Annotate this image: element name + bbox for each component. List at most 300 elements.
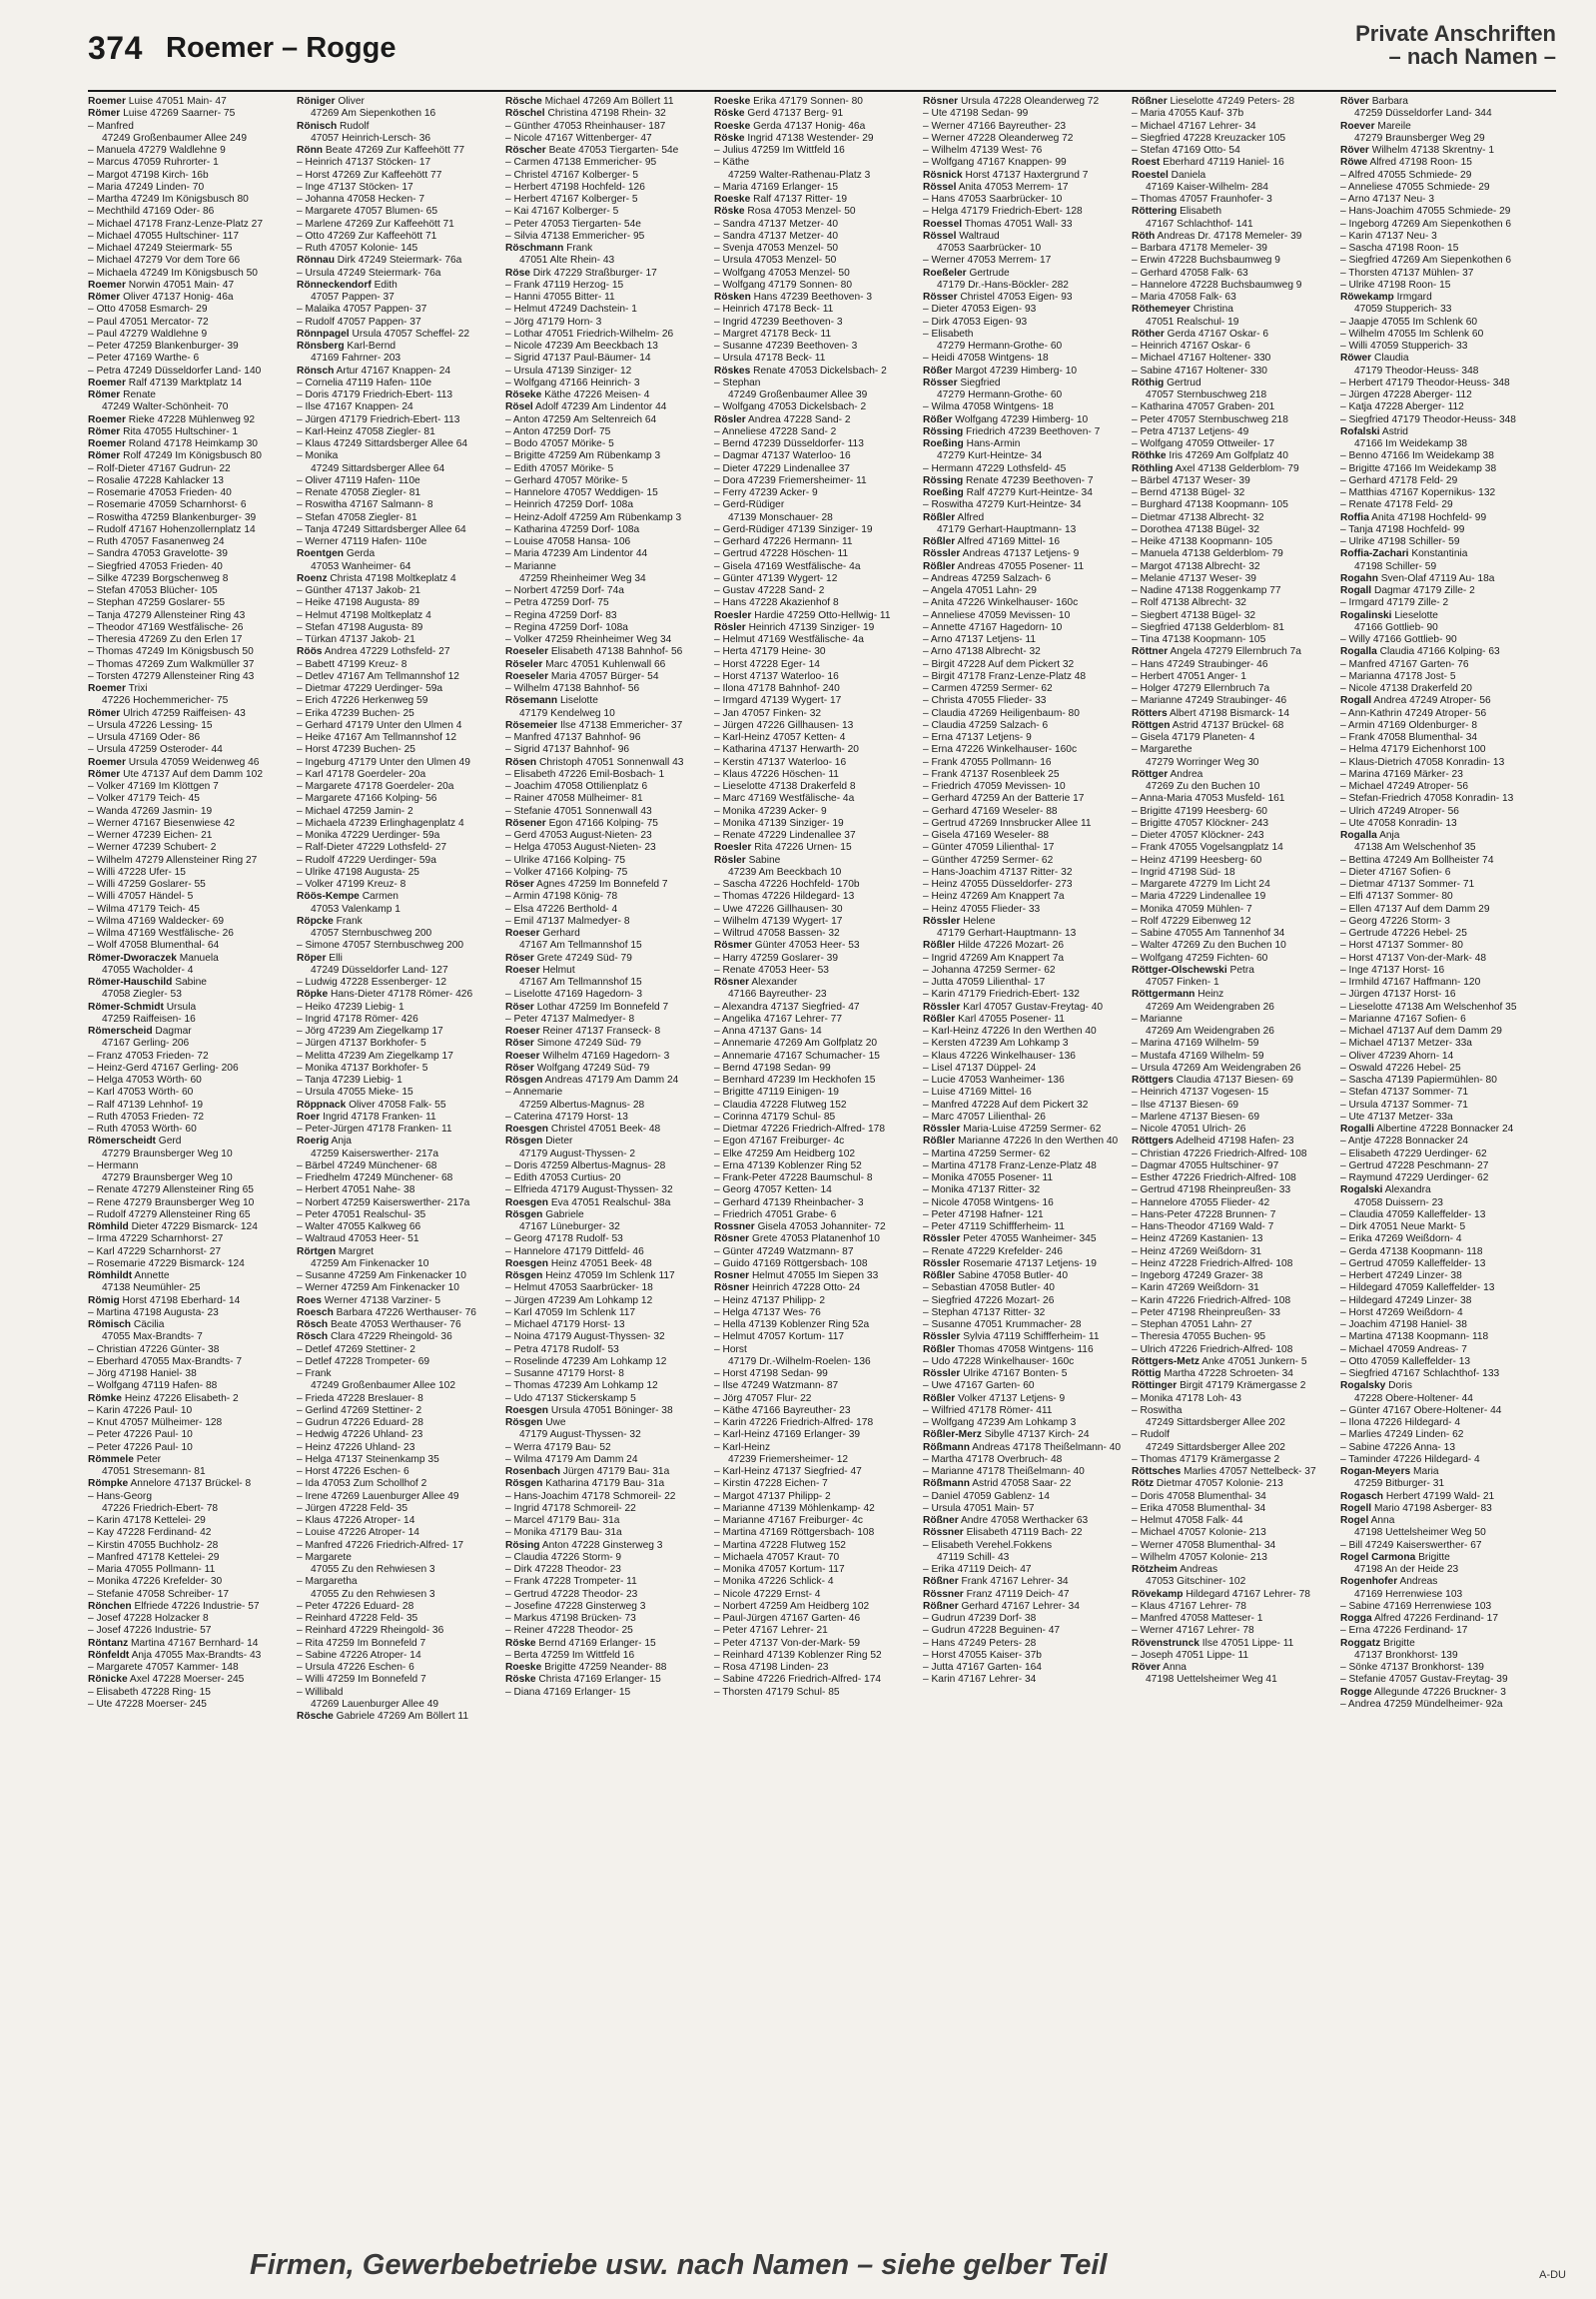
entry-text: 47166 Gottlieb- 90 xyxy=(1354,621,1438,633)
entry-text: Astrid 47137 Brückel- 68 xyxy=(1172,719,1284,731)
entry-text: Andreas 47179 Am Damm 24 xyxy=(544,1075,679,1086)
entry-text: – Dietmar 47137 Sommer- 71 xyxy=(1340,879,1475,890)
directory-entry xyxy=(88,953,286,965)
entry-text: Dietmar 47057 Kolonie- 213 xyxy=(1156,1478,1283,1490)
directory-entry xyxy=(714,1674,912,1686)
directory-entry xyxy=(1340,255,1538,267)
entry-text: – Hans 47053 Saarbrücker- 10 xyxy=(923,194,1063,205)
directory-entry xyxy=(297,989,494,1001)
entry-text: Ralf 47139 Marktplatz 14 xyxy=(128,377,243,388)
entry-text: – Dietmar 47138 Albrecht- 32 xyxy=(1132,511,1264,523)
directory-entry xyxy=(297,304,494,316)
entry-text: – Maria 47249 Linden- 70 xyxy=(88,181,205,193)
entry-surname: Roffia-Zachari xyxy=(1340,548,1409,560)
entry-text: 47166 Im Weidekamp 38 xyxy=(1354,438,1468,449)
entry-text: – Günter 47059 Lilienthal- 17 xyxy=(923,842,1055,854)
entry-text: – Frank-Peter 47228 Baumschul- 8 xyxy=(714,1172,873,1183)
footer-note: Firmen, Gewerbebetriebe usw. nach Namen – siehe gelber Teil xyxy=(250,2249,1108,2281)
entry-text: Barbara 47226 Werthauser- 76 xyxy=(336,1306,476,1318)
directory-entry xyxy=(1132,1014,1329,1026)
entry-text: – Anton 47259 Am Seltenreich 64 xyxy=(505,413,657,425)
entry-text: – Marianna 47178 Jost- 5 xyxy=(1340,670,1456,682)
entry-text: – Dorothea 47138 Bügel- 32 xyxy=(1132,523,1260,535)
entry-text: Andrea 47249 Atroper- 56 xyxy=(1373,695,1491,707)
entry-text: – Anneliese 47059 Mevissen- 10 xyxy=(923,609,1071,621)
entry-text: – Claudia 47228 Flutweg 152 xyxy=(714,1099,847,1111)
entry-text: – Maria 47055 Kauf- 37b xyxy=(1132,108,1244,120)
entry-text: – Heinrich 47167 Oskar- 6 xyxy=(1132,341,1250,352)
directory-entry xyxy=(297,781,494,793)
directory-entry xyxy=(297,916,494,928)
entry-text: – Jürgen 47228 Feld- 35 xyxy=(297,1502,408,1514)
directory-entry xyxy=(1340,133,1538,145)
entry-text: – Jaapje 47055 Im Schlenk 60 xyxy=(1340,316,1478,328)
directory-entry xyxy=(1340,977,1538,989)
entry-text: – Mechthild 47169 Oder- 86 xyxy=(88,206,215,218)
entry-surname: Rößler xyxy=(923,511,956,523)
directory-entry xyxy=(714,1601,912,1613)
entry-text: Andrea 47229 Lothsfeld- 27 xyxy=(324,646,450,658)
entry-text: Christa 47169 Erlanger- 15 xyxy=(538,1674,661,1686)
entry-text: – Helga 47053 August-Nieten- 23 xyxy=(505,842,656,854)
entry-surname: Rösgen xyxy=(505,1208,543,1220)
directory-entry xyxy=(1132,597,1329,609)
entry-text: – Hedwig 47226 Uhland- 23 xyxy=(297,1429,423,1441)
entry-surname: Rogasch xyxy=(1340,1490,1384,1502)
directory-entry xyxy=(714,1466,912,1478)
directory-entry xyxy=(88,194,286,206)
entry-text: – Marcus 47059 Ruhrorter- 1 xyxy=(88,157,219,169)
entry-text: – Nicole 47138 Drakerfeld 20 xyxy=(1340,683,1472,694)
entry-surname: Rößer xyxy=(923,365,953,377)
entry-surname: Rösmer xyxy=(714,940,752,952)
directory-entry xyxy=(1132,329,1329,341)
directory-entry xyxy=(1132,121,1329,133)
directory-entry xyxy=(923,96,1121,108)
entry-text: Iris 47269 Am Golfplatz 40 xyxy=(1169,450,1288,462)
entry-text: – Monika 47055 Posener- 11 xyxy=(923,1172,1054,1183)
entry-text: 47057 Heinrich-Lersch- 36 xyxy=(311,132,431,144)
directory-entry xyxy=(923,145,1121,157)
entry-text: – Horst 47055 Kaiser- 37b xyxy=(923,1649,1042,1661)
directory-entry xyxy=(505,1576,703,1588)
directory-entry xyxy=(297,1307,494,1319)
entry-surname: Rösch xyxy=(297,1319,329,1330)
directory-entry xyxy=(505,378,703,389)
entry-text: – Wolfgang 47119 Hafen- 88 xyxy=(88,1380,218,1392)
entry-surname: Röttgen xyxy=(1132,719,1171,731)
entry-text: – Otto 47269 Zur Kaffeehött 71 xyxy=(297,230,437,242)
directory-entry xyxy=(1340,145,1538,157)
directory-entry xyxy=(1132,1442,1329,1454)
directory-entry xyxy=(297,597,494,609)
directory-entry xyxy=(1132,1540,1329,1552)
directory-entry xyxy=(88,842,286,854)
entry-text: – Malaika 47057 Pappen- 37 xyxy=(297,304,427,316)
entry-text: – Monika 47137 Ritter- 32 xyxy=(923,1184,1041,1196)
entry-text: – Tanja 47279 Allensteiner Ring 43 xyxy=(88,609,246,621)
directory-entry xyxy=(1340,231,1538,243)
entry-text: – Elsa 47226 Berthold- 4 xyxy=(505,903,618,915)
entry-surname: Roemer xyxy=(88,96,126,107)
entry-text: Carmen xyxy=(362,891,399,903)
directory-entry xyxy=(297,1405,494,1417)
entry-text: Herbert 47199 Wald- 21 xyxy=(1385,1490,1495,1502)
entry-text: – Detlef 47228 Trompeter- 69 xyxy=(297,1355,430,1367)
entry-text: Christel 47053 Eigen- 93 xyxy=(960,292,1073,303)
entry-text: – Heidi 47058 Wintgens- 18 xyxy=(923,353,1049,365)
entry-text: – Horst 47198 Sedan- 99 xyxy=(714,1368,828,1379)
directory-entry xyxy=(714,659,912,671)
directory-entry xyxy=(1340,414,1538,426)
directory-entry xyxy=(1340,96,1538,108)
entry-text: – Margarete 47057 Blumen- 65 xyxy=(297,206,438,218)
directory-entry xyxy=(505,610,703,622)
entry-text: – Arno 47138 Albrecht- 32 xyxy=(923,646,1041,658)
directory-entry xyxy=(88,389,286,401)
directory-entry xyxy=(88,182,286,194)
entry-text: – Willi 47059 Stupperich- 33 xyxy=(1340,341,1468,352)
directory-entry xyxy=(297,1515,494,1527)
entry-text: – Egon 47167 Freiburger- 4c xyxy=(714,1136,845,1148)
entry-text: – Gerhard 47057 Mörike- 5 xyxy=(505,474,628,486)
directory-entry xyxy=(1132,1160,1329,1172)
entry-text: Andreas 47055 Posener- 11 xyxy=(957,560,1085,572)
directory-entry xyxy=(88,353,286,365)
directory-entry xyxy=(1340,1221,1538,1233)
directory-entry xyxy=(1132,1552,1329,1564)
entry-surname: Römer xyxy=(88,768,121,780)
directory-entry xyxy=(297,1026,494,1038)
entry-text: – Jürgen 47228 Aberger- 112 xyxy=(1340,389,1472,400)
directory-entry xyxy=(88,1124,286,1136)
entry-text: – Peter 47167 Lehrer- 21 xyxy=(714,1625,828,1637)
directory-entry xyxy=(505,353,703,365)
entry-text: – Daniel 47059 Gablenz- 14 xyxy=(923,1490,1050,1502)
entry-surname: Röttgers xyxy=(1132,1075,1174,1086)
directory-entry xyxy=(714,1221,912,1233)
directory-entry xyxy=(1340,1307,1538,1319)
directory-entry xyxy=(505,1454,703,1466)
entry-text: – Monika 47057 Kortum- 117 xyxy=(714,1564,845,1575)
entry-text: – Lisel 47137 Düppel- 24 xyxy=(923,1062,1037,1074)
directory-entry xyxy=(1132,194,1329,206)
directory-entry xyxy=(297,879,494,891)
entry-text: – Petra 47259 Dorf- 75 xyxy=(505,597,609,609)
directory-entry xyxy=(297,219,494,231)
entry-text: – Diana 47169 Erlanger- 15 xyxy=(505,1686,631,1698)
entry-surname: Rössing xyxy=(923,474,964,486)
directory-entry xyxy=(1340,744,1538,756)
directory-entry xyxy=(88,304,286,316)
directory-entry xyxy=(88,781,286,793)
entry-text: – Claudia 47259 Salzach- 6 xyxy=(923,719,1049,731)
directory-entry xyxy=(88,401,286,413)
entry-text: – Gerd-Rüdiger xyxy=(714,499,785,511)
entry-text: – Margarete 47178 Goerdeler- 20a xyxy=(297,781,454,792)
entry-text: – Sandra 47053 Gravelotte- 39 xyxy=(88,548,228,560)
entry-text: – Bärbel 47137 Weser- 39 xyxy=(1132,474,1250,486)
directory-entry xyxy=(923,977,1121,989)
entry-text: – Louise 47058 Hansa- 106 xyxy=(505,536,631,547)
entry-surname: Roemer xyxy=(88,683,126,694)
entry-surname: Rösnick xyxy=(923,169,963,181)
entry-text: – Birgit 47178 Franz-Lenze-Platz 48 xyxy=(923,670,1087,682)
directory-entry xyxy=(923,683,1121,695)
directory-entry xyxy=(505,659,703,671)
entry-text: – Irene 47269 Lauenburger Allee 49 xyxy=(297,1490,459,1502)
entry-text: – Marianne xyxy=(505,560,556,572)
entry-text: 47167 Gerling- 206 xyxy=(102,1038,190,1050)
entry-text: – Brigitte 47119 Einigen- 19 xyxy=(714,1087,839,1099)
entry-text: – Werner 47228 Oleanderweg 72 xyxy=(923,132,1074,144)
entry-surname: Römer xyxy=(88,108,121,120)
directory-entry xyxy=(505,475,703,487)
directory-entry xyxy=(297,194,494,206)
entry-text: – Herbert 47198 Hochfeld- 126 xyxy=(505,181,645,193)
entry-text: Mareile xyxy=(1377,120,1411,132)
entry-text: Elisabeth xyxy=(1180,206,1222,218)
directory-entry xyxy=(714,1075,912,1087)
directory-entry xyxy=(923,1576,1121,1588)
entry-surname: Rösner xyxy=(923,96,959,107)
entry-surname: Roenz xyxy=(297,572,328,584)
directory-entry xyxy=(505,867,703,879)
directory-entry xyxy=(505,1368,703,1380)
entry-text: – Horst 47228 Eger- 14 xyxy=(714,658,820,670)
directory-entry xyxy=(714,499,912,511)
entry-text: – Nicole 47229 Ernst- 4 xyxy=(714,1588,821,1600)
directory-entry xyxy=(505,1344,703,1356)
entry-text: 47053 Saarbrücker- 10 xyxy=(937,243,1042,254)
entry-text: – Stefanie 47051 Sonnenwall 43 xyxy=(505,805,652,817)
entry-text: Luise 47051 Main- 47 xyxy=(128,96,227,107)
entry-text: – Käthe xyxy=(714,157,750,169)
entry-text: Axel 47228 Moerser- 245 xyxy=(129,1674,245,1686)
directory-entry xyxy=(1340,121,1538,133)
entry-text: 47259 Bitburger- 31 xyxy=(1354,1478,1445,1490)
directory-entry xyxy=(297,1454,494,1466)
entry-text: – Inge 47137 Horst- 16 xyxy=(1340,964,1445,976)
entry-text: – Barbara 47178 Memeler- 39 xyxy=(1132,243,1267,254)
entry-text: – Christel 47167 Kolberger- 5 xyxy=(505,169,639,181)
entry-text: Hans-Armin xyxy=(966,438,1021,449)
directory-entry xyxy=(1340,536,1538,548)
entry-surname: Röver xyxy=(1340,96,1369,107)
entry-text: Andrea 47228 Sand- 2 xyxy=(748,413,851,425)
entry-text: – Peter 47198 Rheinpreußen- 33 xyxy=(1132,1306,1280,1318)
directory-entry xyxy=(1340,610,1538,622)
directory-entry xyxy=(714,255,912,267)
directory-entry xyxy=(714,1344,912,1356)
entry-text: Christoph 47051 Sonnenwall 43 xyxy=(538,756,684,768)
entry-text: Renate xyxy=(123,389,156,400)
directory-entry xyxy=(505,757,703,769)
entry-text: – Margot 47138 Albrecht- 32 xyxy=(1132,560,1260,572)
entry-text: – Rolf 47138 Albrecht- 32 xyxy=(1132,597,1246,609)
page-header xyxy=(88,22,1556,70)
entry-text: – Theresia 47269 Zu den Erlen 17 xyxy=(88,634,243,645)
directory-entry xyxy=(505,1172,703,1184)
entry-text: – Horst xyxy=(714,1343,747,1355)
directory-entry xyxy=(714,1662,912,1674)
entry-surname: Röther xyxy=(1132,328,1165,340)
entry-text: – Bärbel 47249 Münchener- 68 xyxy=(297,1159,437,1171)
entry-text: 47179 Kendelweg 10 xyxy=(519,707,615,719)
directory-entry xyxy=(923,597,1121,609)
entry-text: – Helga 47137 Steinenkamp 35 xyxy=(297,1453,439,1465)
entry-surname: Römer xyxy=(88,707,121,719)
entry-text: 47269 Am Weidengraben 26 xyxy=(1146,1026,1274,1037)
entry-text: – Gisela 47169 Westfälische- 4a xyxy=(714,560,861,572)
directory-entry xyxy=(88,231,286,243)
entry-text: 47249 Großenbaumer Allee 39 xyxy=(728,389,868,400)
entry-text: – Annemarie 47269 Am Golfplatz 20 xyxy=(714,1038,878,1050)
entry-text: Wolfgang 47239 Himberg- 10 xyxy=(955,413,1089,425)
directory-entry xyxy=(88,1380,286,1392)
entry-text: Peter 47055 Wanheimer- 345 xyxy=(963,1233,1097,1245)
entry-text: – Heinz 47055 Flieder- 33 xyxy=(923,903,1041,915)
directory-entry xyxy=(505,1393,703,1405)
entry-text: Astrid xyxy=(1381,425,1408,437)
entry-text: – Maria 47169 Erlanger- 15 xyxy=(714,181,839,193)
entry-text: Margret xyxy=(338,1245,375,1257)
directory-entry xyxy=(1340,329,1538,341)
entry-surname: Rössler xyxy=(923,1124,961,1135)
entry-text: 47053 Valenkamp 1 xyxy=(311,903,400,915)
directory-entry xyxy=(88,1307,286,1319)
entry-text: – Helma 47179 Eichenhorst 100 xyxy=(1340,744,1486,756)
entry-surname: Rogalla xyxy=(1340,830,1377,841)
entry-surname: Roeseler xyxy=(505,646,549,658)
directory-entry xyxy=(297,463,494,475)
entry-text: – Annette 47167 Hagedorn- 10 xyxy=(923,621,1063,633)
directory-entry xyxy=(714,1233,912,1245)
directory-entry xyxy=(923,475,1121,487)
entry-text: – Dirk 47053 Eigen- 93 xyxy=(923,316,1028,328)
directory-entry xyxy=(1132,1515,1329,1527)
entry-text: – Monika 47226 Krefelder- 30 xyxy=(88,1576,223,1588)
directory-entry xyxy=(505,206,703,218)
entry-text: – Nicole 47058 Wintgens- 16 xyxy=(923,1196,1054,1208)
directory-entry xyxy=(923,1503,1121,1515)
directory-entry xyxy=(505,1233,703,1245)
directory-entry xyxy=(1132,1368,1329,1380)
entry-surname: Rogel Carmona xyxy=(1340,1551,1416,1563)
directory-entry xyxy=(923,732,1121,744)
directory-entry xyxy=(88,904,286,916)
entry-text: – Ursula 47226 Lessing- 15 xyxy=(88,719,213,731)
entry-text: – Gustav 47228 Sand- 2 xyxy=(714,585,825,596)
directory-entry xyxy=(714,891,912,903)
entry-text: – Ferry 47239 Acker- 9 xyxy=(714,487,818,498)
entry-surname: Römer xyxy=(88,450,121,462)
directory-entry xyxy=(923,928,1121,940)
entry-text: Volker 47137 Letjens- 9 xyxy=(958,1392,1066,1404)
entry-text: – Karl 47229 Scharnhorst- 27 xyxy=(88,1245,222,1257)
directory-entry xyxy=(1132,1075,1329,1087)
directory-entry xyxy=(1132,1503,1329,1515)
entry-text: – Hildegard 47059 Kalleffelder- 13 xyxy=(1340,1282,1495,1294)
entry-text: – Hans-Peter 47228 Brunnen- 7 xyxy=(1132,1208,1276,1220)
directory-entry xyxy=(88,1258,286,1270)
directory-entry xyxy=(1132,1295,1329,1307)
entry-text: – Rosemarie 47229 Bismarck- 124 xyxy=(88,1257,245,1269)
entry-text: – Sabine 47169 Herrenwiese 103 xyxy=(1340,1600,1492,1612)
entry-text: Albert 47198 Bismarck- 14 xyxy=(1169,707,1289,719)
entry-surname: Rösener xyxy=(505,817,546,829)
entry-text: – Peter 47051 Realschul- 35 xyxy=(297,1208,426,1220)
entry-surname: Rogalinski xyxy=(1340,609,1392,621)
entry-text: – Wilhelm 47055 Im Schlenk 60 xyxy=(1340,328,1484,340)
directory-entry xyxy=(505,940,703,952)
directory-entry xyxy=(88,659,286,671)
directory-entry xyxy=(714,1270,912,1282)
directory-entry xyxy=(505,977,703,989)
directory-entry xyxy=(1132,622,1329,634)
entry-text: 47279 Worringer Weg 30 xyxy=(1146,756,1259,768)
entry-text: Ursula 47057 Scheffel- 22 xyxy=(352,328,470,340)
entry-text: – Renate 47053 Heer- 53 xyxy=(714,964,829,976)
directory-entry xyxy=(1132,977,1329,989)
directory-entry xyxy=(297,708,494,720)
directory-entry xyxy=(1340,1136,1538,1148)
directory-entry xyxy=(1340,1075,1538,1087)
entry-text: 47179 August-Thyssen- 32 xyxy=(519,1429,641,1441)
directory-entry xyxy=(1340,867,1538,879)
entry-text: – Wilhelm 47057 Kolonie- 213 xyxy=(1132,1551,1267,1563)
directory-entry xyxy=(505,414,703,426)
directory-entry xyxy=(88,916,286,928)
directory-entry xyxy=(505,695,703,707)
entry-text: – Gertrud 47228 Peschmann- 27 xyxy=(1340,1159,1489,1171)
directory-column-7 xyxy=(1340,96,1538,2175)
entry-text: – Frank 47119 Herzog- 15 xyxy=(505,279,624,291)
entry-text: – Frieda 47228 Breslauer- 8 xyxy=(297,1392,423,1404)
directory-entry xyxy=(714,842,912,854)
entry-surname: Röse xyxy=(505,267,530,279)
directory-entry xyxy=(1340,1246,1538,1258)
entry-surname: Roeser xyxy=(505,1026,540,1037)
entry-text: Claudia xyxy=(1373,353,1409,365)
entry-surname: Rösser xyxy=(923,292,958,303)
entry-surname: Rössler xyxy=(923,1233,961,1245)
directory-entry xyxy=(297,1209,494,1221)
entry-text: – Arno 47137 Letjens- 11 xyxy=(923,634,1037,645)
entry-text: Anja xyxy=(331,1136,352,1148)
directory-entry xyxy=(923,1295,1121,1307)
directory-entry xyxy=(297,744,494,756)
entry-text: – Rolf 47229 Eibenweg 12 xyxy=(1132,915,1251,927)
directory-entry xyxy=(714,1503,912,1515)
directory-entry xyxy=(1340,157,1538,169)
entry-text: Marc 47051 Kuhlenwall 66 xyxy=(545,658,666,670)
directory-entry xyxy=(505,329,703,341)
entry-text: – Margarete 47279 Im Licht 24 xyxy=(1132,879,1270,890)
entry-text: – Peter 47226 Paul- 10 xyxy=(88,1429,193,1441)
entry-text: 47179 Dr.-Wilhelm-Roelen- 136 xyxy=(728,1355,871,1367)
entry-text: – Martha 47178 Overbruch- 48 xyxy=(923,1453,1063,1465)
entry-text: 47053 Wanheimer- 64 xyxy=(311,560,411,572)
directory-entry xyxy=(1340,1527,1538,1539)
entry-text: – Günter 47167 Obere-Holtener- 44 xyxy=(1340,1404,1502,1416)
directory-entry xyxy=(88,1589,286,1601)
entry-surname: Röschmann xyxy=(505,243,564,254)
directory-entry xyxy=(88,450,286,462)
entry-text: – Susanne 47179 Horst- 8 xyxy=(505,1368,624,1379)
entry-text: 47059 Stupperich- 33 xyxy=(1354,304,1452,316)
directory-entry xyxy=(88,1014,286,1026)
